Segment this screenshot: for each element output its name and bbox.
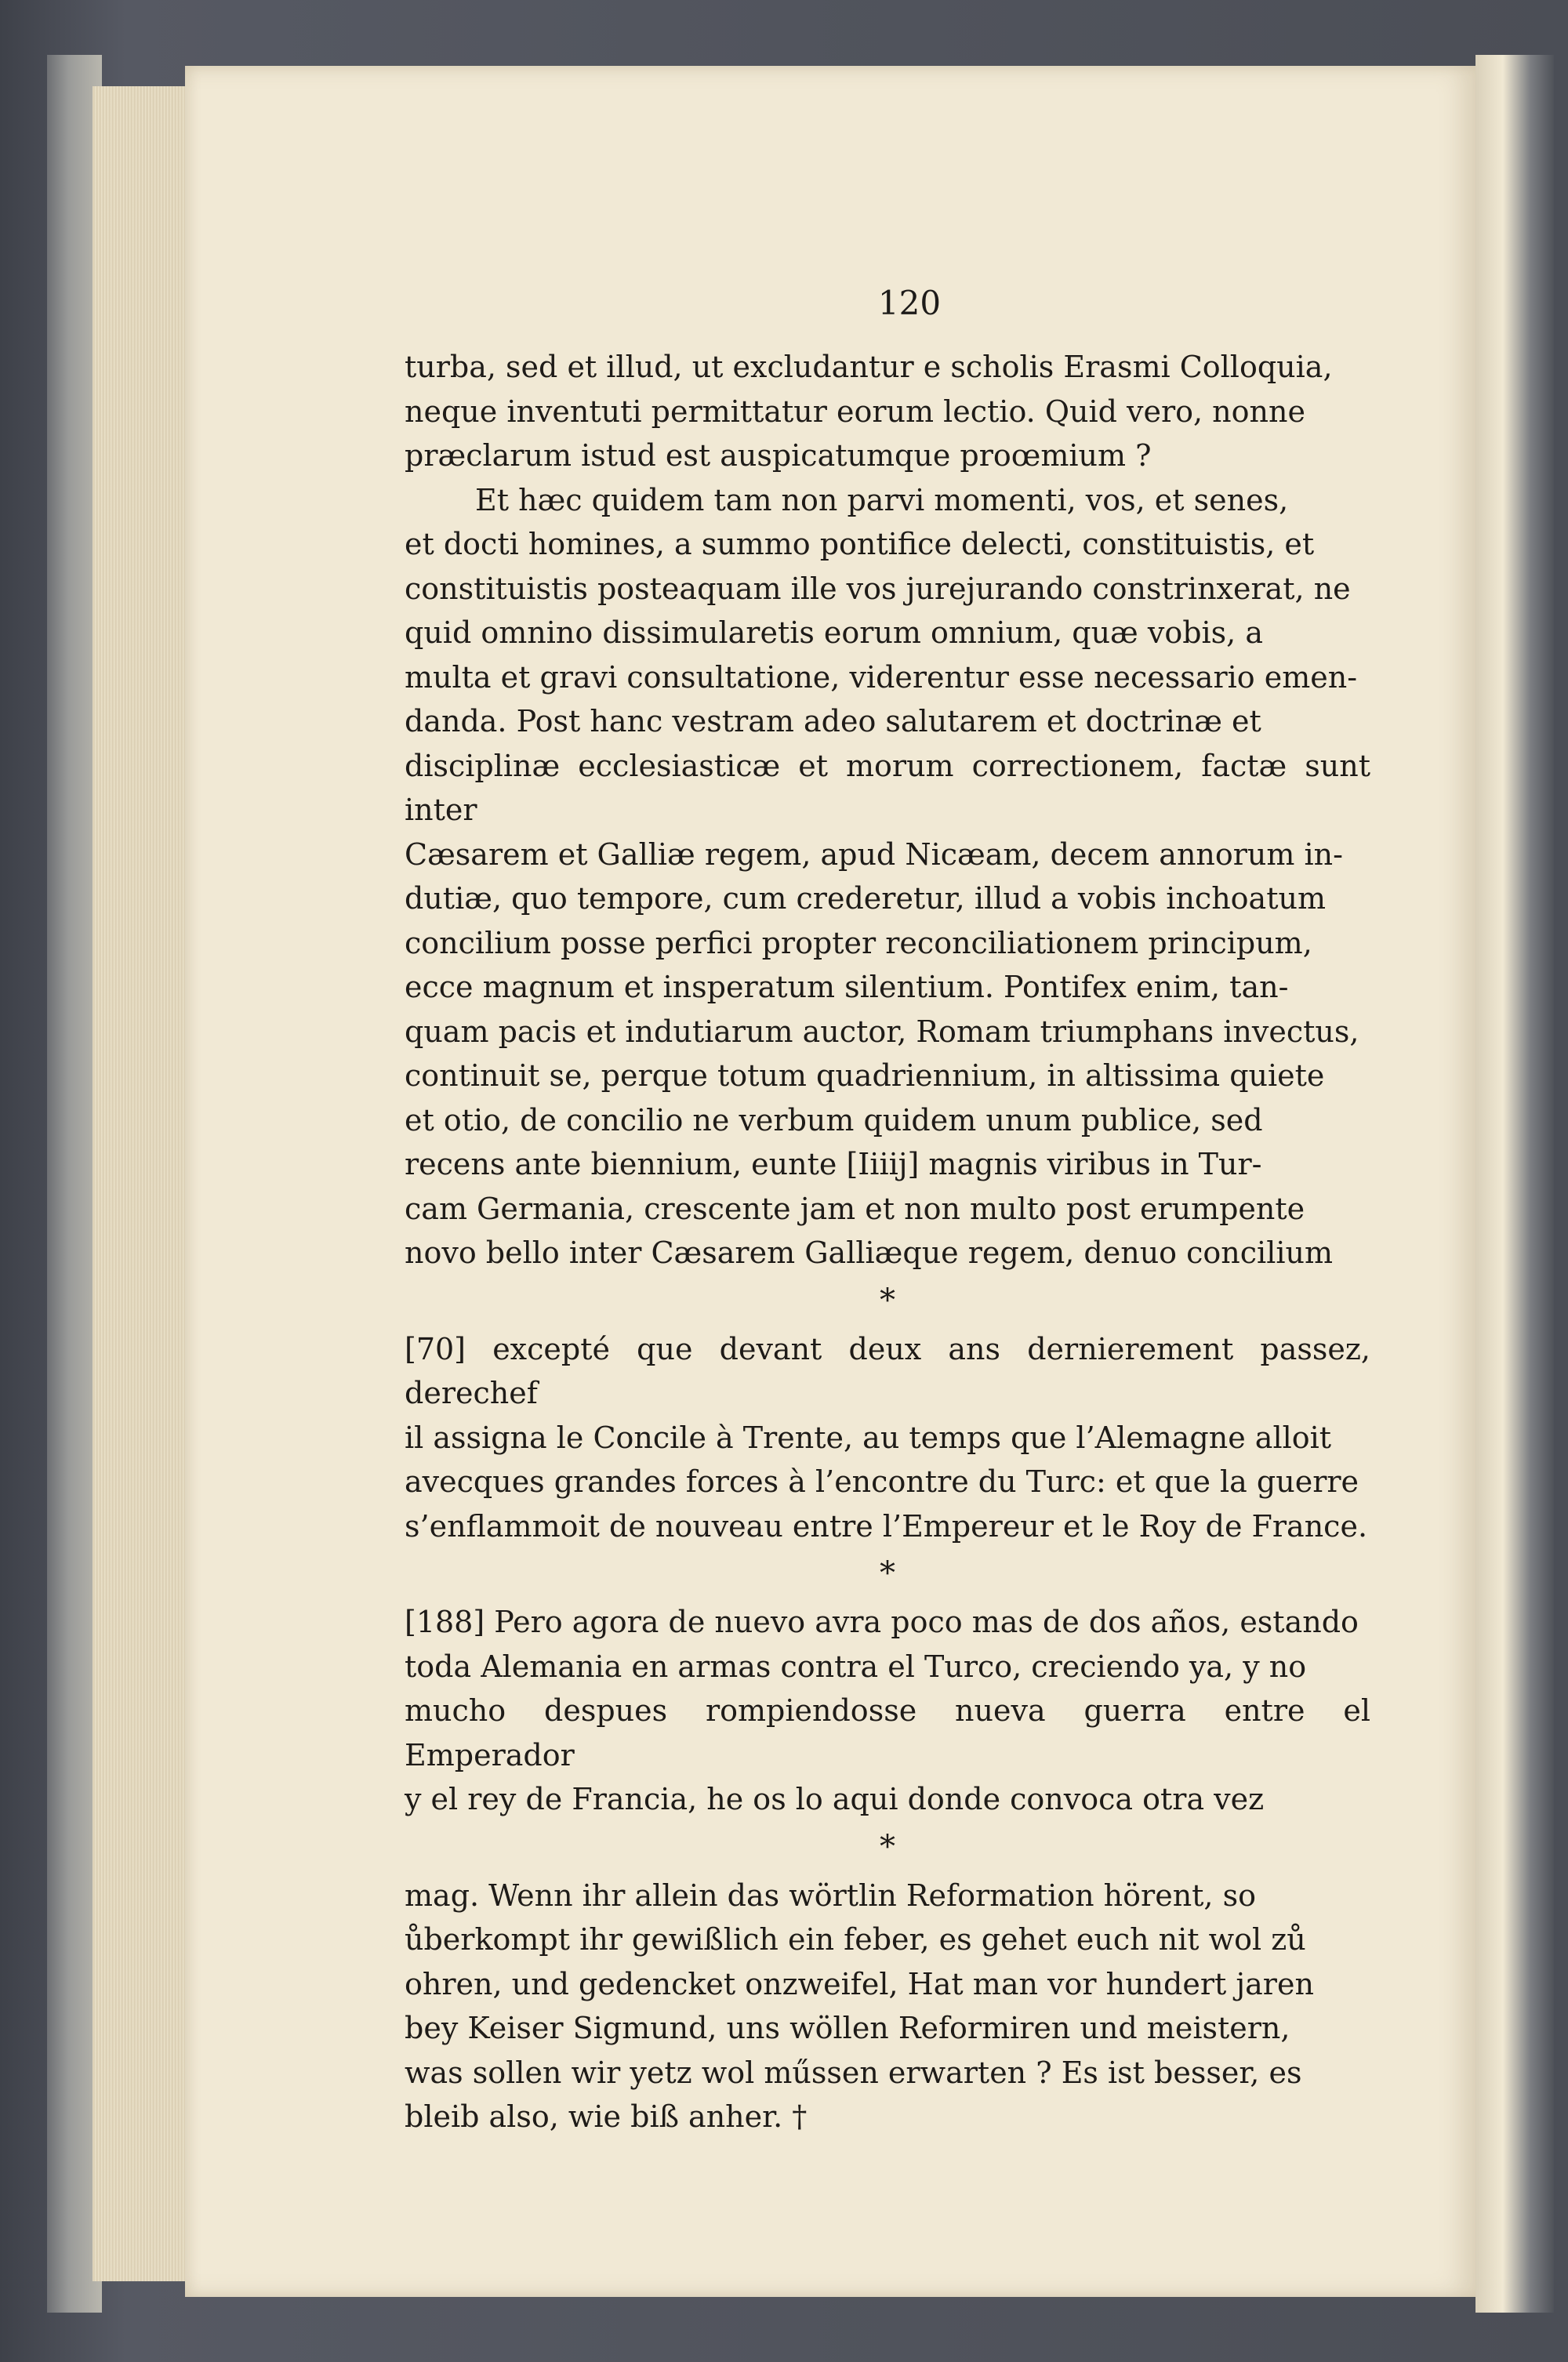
page-text: [405, 345, 1370, 2139]
page-number: 120: [877, 284, 942, 322]
latin-paragraph-2: Et hæc quidem tam non parvi momenti, vos, et senes, et docti homines, a summo pontifice delecti, constituistis, et constituistis posteaquam ille vos jurejurando constrinxerat, ne quid omnino dissimularetis eorum omnium, quæ vobis, a multa et gravi consultatione, viderentur esse necessario emen- danda. Post hanc vestram adeo salutarem et doctrinæ et disciplinæ ecclesiasticæ et morum correctionem, factæ sunt inter Cæsarem et Galliæ regem, apud Nicæam, decem annorum in- dutiæ, quo tempore, cum crederetur, illud a vobis inchoatum concilium posse perfici propter reconciliationem principum, ecce magnum et insperatum silentium. Pontifex enim, tan- quam pacis et indutiarum auctor, Romam triumphans invectus, continuit se, perque totum quadriennium, in altissima quiete et otio, de concilio ne verbum quidem unum publice, sed recens ante biennium, eunte [Iiiij] magnis viribus in Tur- cam Germania, crescente jam et non multo post erumpente novo bello inter Cæsarem Galliæque regem, denuo concilium: [405, 482, 1370, 1270]
book-cover-right: [1475, 55, 1554, 2313]
page-edges: [93, 86, 187, 2281]
latin-paragraph-1: turba, sed et illud, ut excludantur e scholis Erasmi Colloquia, neque inventuti permittatur eorum lectio. Quid vero, nonne præclarum istud est auspicatumque proœmium ?: [405, 350, 1333, 473]
spanish-translation: [188] Pero agora de nuevo avra poco mas de dos años, estando toda Alemania en armas contra el Turco, creciendo ya, y no mucho despues rompiendosse nueva guerra entre el Emperador y el rey de Francia, he os lo aqui donde convoca otra vez: [405, 1605, 1370, 1816]
german-translation: mag. Wenn ihr allein das wörtlin Reformation hörent, so ůberkompt ihr gewißlich ein feber, es gehet euch nit wol zů ohren, und gedencket onzweifel, Hat man vor hundert jaren bey Keiser Sigmund, uns wöllen Reformiren und meistern, was sollen wir yetz wol műssen erwarten ? Es ist besser, es bleib also, wie biß anher. †: [405, 1878, 1314, 2134]
section-separator: *: [880, 1828, 895, 1865]
section-separator: *: [880, 1555, 895, 1591]
french-translation: [70] excepté que devant deux ans dernierement passez, derechef il assigna le Concile à Trente, au temps que l’Alemagne alloit avecques grandes forces à l’encontre du Turc: et que la guerre s’enflammoit de nouveau entre l’Empereur et le Roy de France.: [405, 1331, 1370, 1544]
section-separator: *: [880, 1282, 895, 1319]
